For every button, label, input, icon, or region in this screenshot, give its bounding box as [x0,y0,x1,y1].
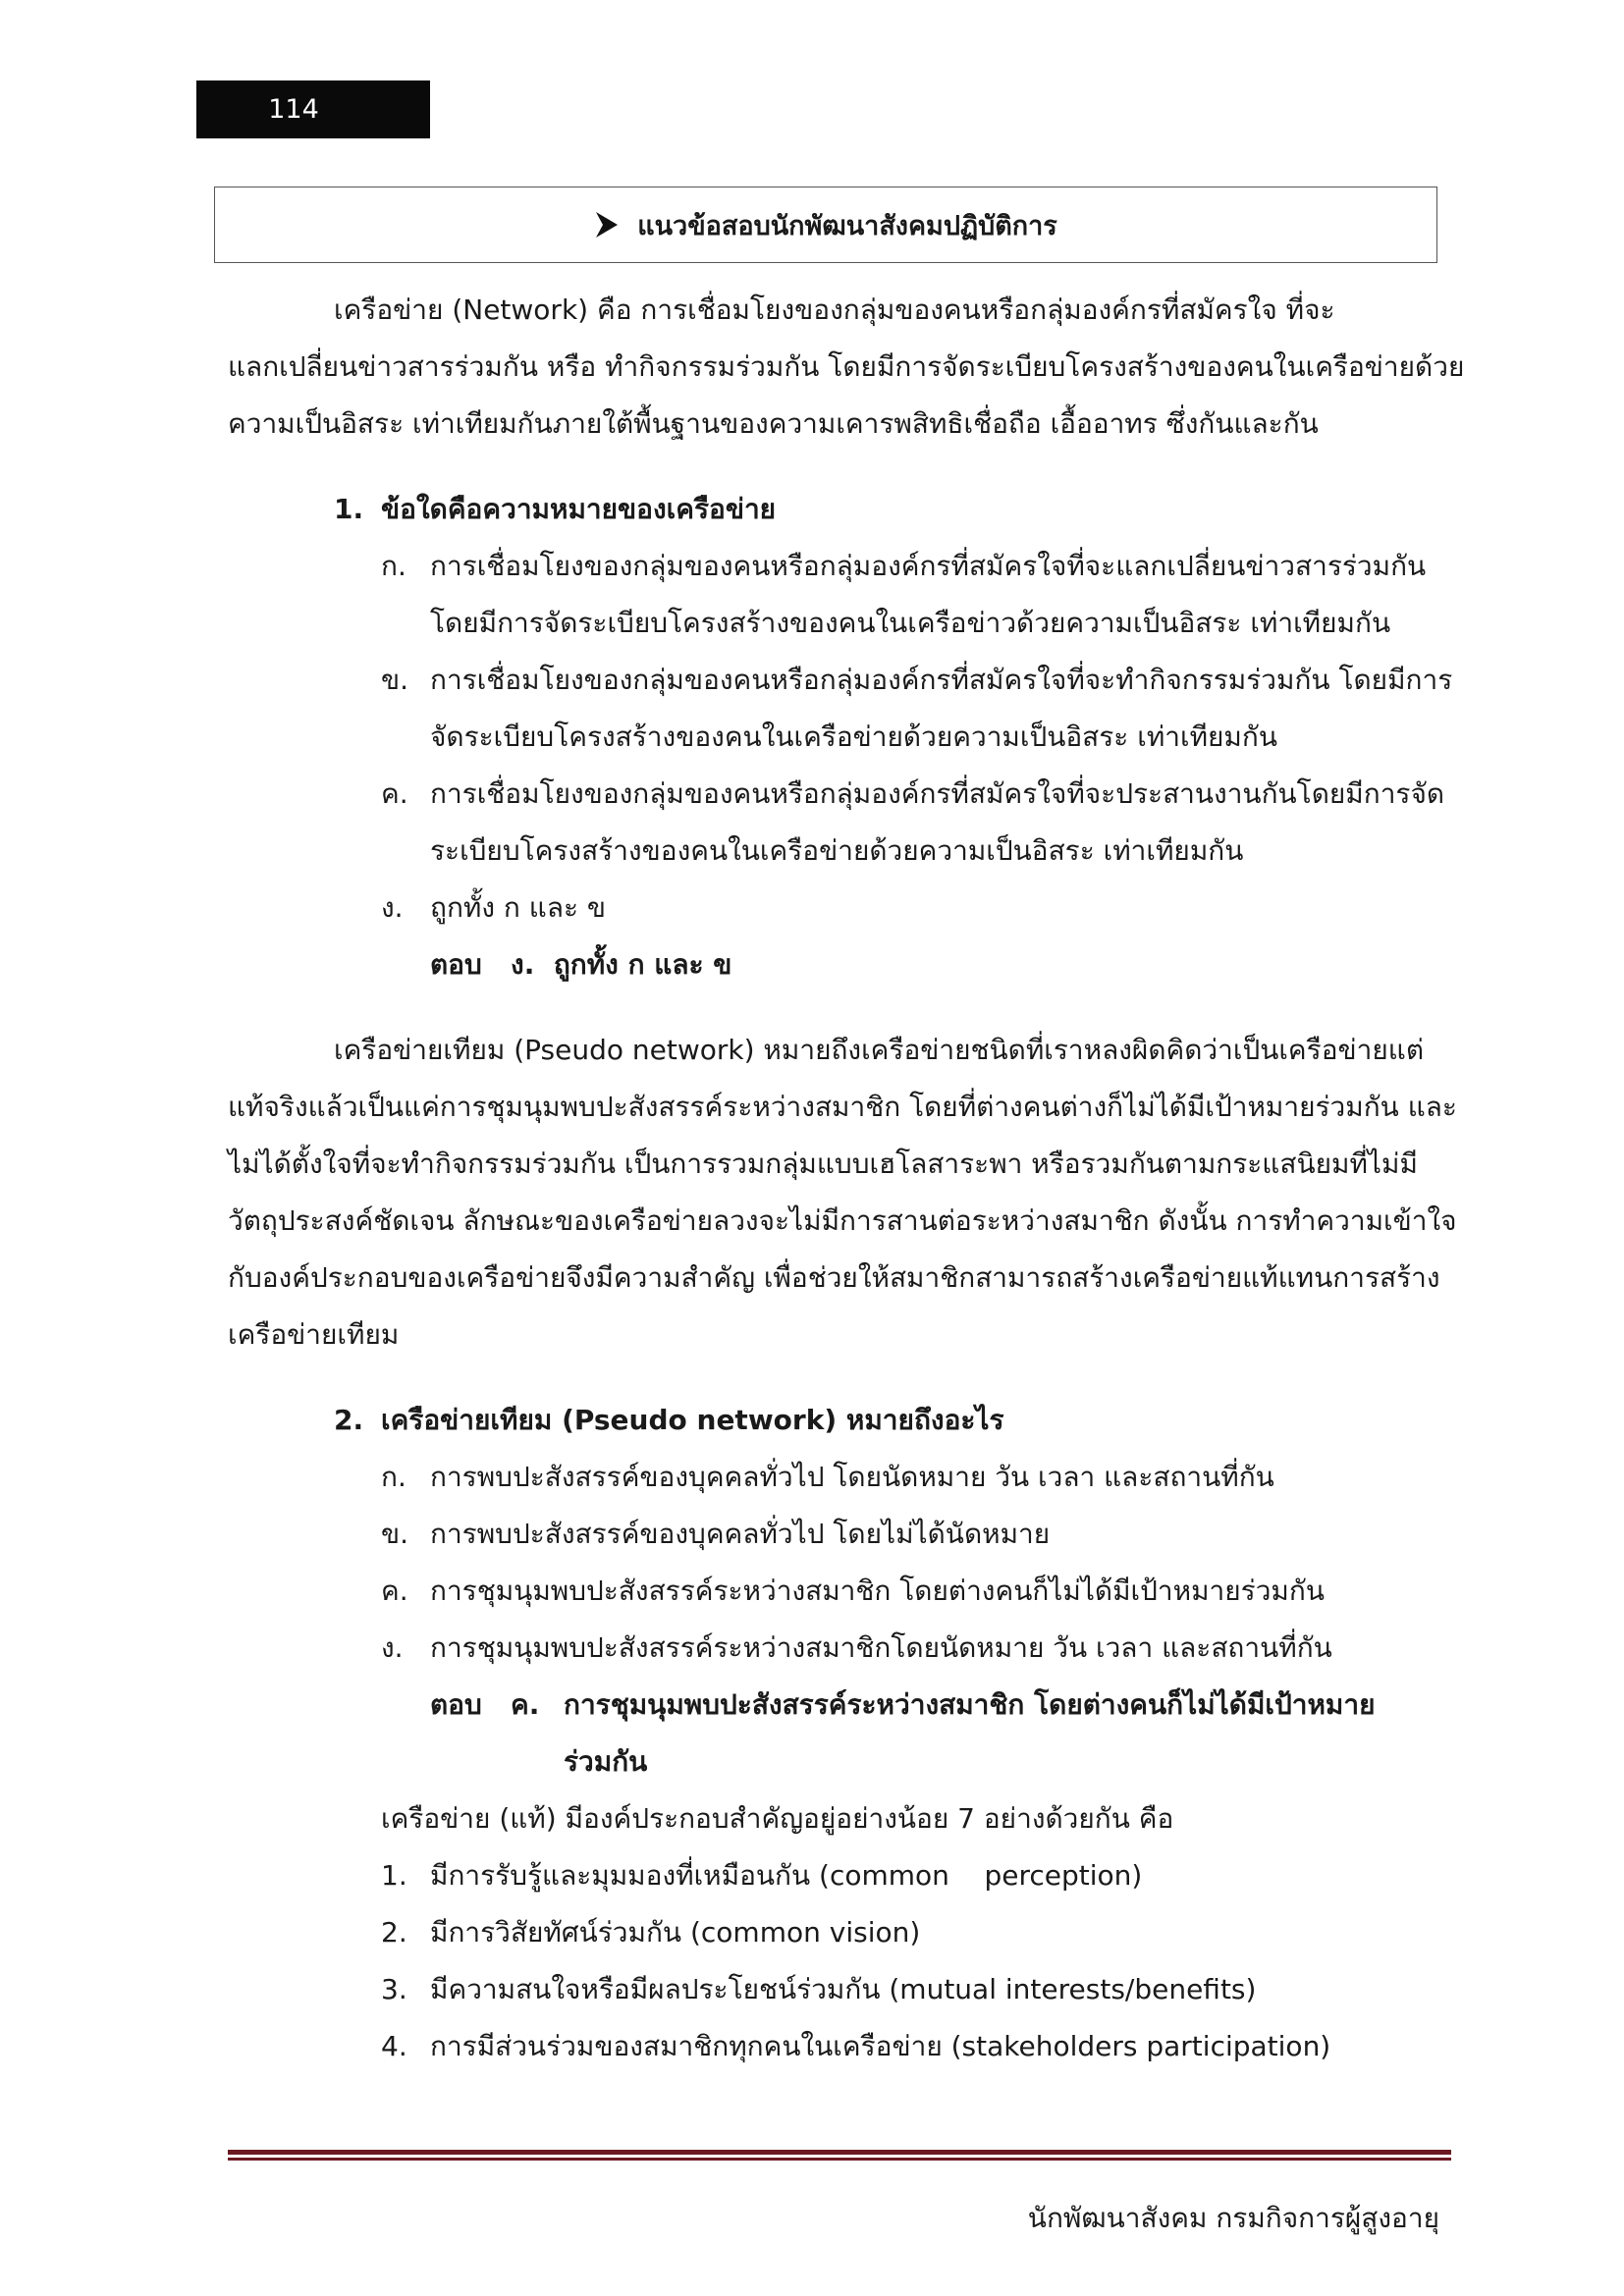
answer-text: การชุมนุมพบปะสังสรรค์ระหว่างสมาชิก โดยต่างคนก็ไม่ได้มีเป้าหมาย [564,1688,1376,1721]
option-marker: ง. [381,1631,404,1664]
list-item: มีการวิสัยทัศน์ร่วมกัน (common vision) [430,1916,921,1949]
list-number: 1. [381,1859,407,1892]
list-number: 3. [381,1973,407,2005]
list-number: 2. [381,1916,407,1949]
list-item: การมีส่วนร่วมของสมาชิกทุกคนในเครือข่าย (stakeholders participation) [430,2030,1331,2062]
list-item: มีความสนใจหรือมีผลประโยชน์ร่วมกัน (mutual interests/benefits) [430,1973,1257,2005]
option-text: การเชื่อมโยงของกลุ่มของคนหรือกลุ่มองค์กรที่สมัครใจที่จะแลกเปลี่ยนข่าวสารร่วมกัน [430,550,1427,582]
option-text: การชุมนุมพบปะสังสรรค์ระหว่างสมาชิกโดยนัดหมาย วัน เวลา และสถานที่กัน [430,1631,1332,1664]
components-intro: เครือข่าย (แท้) มีองค์ประกอบสำคัญอยู่อย่างน้อย 7 อย่างด้วยกัน คือ [381,1802,1174,1835]
option-marker: ค. [381,777,408,810]
footer-rule [228,2150,1451,2155]
section-title: แนวข้อสอบนักพัฒนาสังคมปฏิบัติการ [637,210,1057,241]
paragraph-line: เครือข่ายเทียม (Pseudo network) หมายถึงเครือข่ายชนิดที่เราหลงผิดคิดว่าเป็นเครือข่ายแต่ [334,1034,1425,1066]
option-marker: ข. [381,1518,409,1550]
option-text: การพบปะสังสรรค์ของบุคคลทั่วไป โดยไม่ได้นัดหมาย [430,1518,1051,1550]
question-number: 2. [334,1404,364,1436]
answer: ตอบ ง. ถูกทั้ง ก และ ข [430,948,732,981]
paragraph-line: ไม่ได้ตั้งใจที่จะทำกิจกรรมร่วมกัน เป็นการรวมกลุ่มแบบเฮโลสาระพา หรือรวมกันตามกระแสนิยมที่ไม่มี [228,1148,1418,1180]
option-marker: ก. [381,550,406,582]
answer-prefix: ตอบ ค. [430,1688,540,1721]
question-text: เครือข่ายเทียม (Pseudo network) หมายถึงอะไร [381,1404,1004,1436]
paragraph-line: วัตถุประสงค์ชัดเจน ลักษณะของเครือข่ายลวงจะไม่มีการสานต่อระหว่างสมาชิก ดังนั้น การทำความเข้าใจ [228,1204,1457,1237]
option-marker: ข. [381,664,409,696]
paragraph-line: เครือข่าย (Network) คือ การเชื่อมโยงของกลุ่มของคนหรือกลุ่มองค์กรที่สมัครใจ ที่จะ [334,294,1335,326]
option-text: โดยมีการจัดระเบียบโครงสร้างของคนในเครือข่าวด้วยความเป็นอิสระ เท่าเทียมกัน [430,607,1391,639]
option-text: จัดระเบียบโครงสร้างของคนในเครือข่ายด้วยความเป็นอิสระ เท่าเทียมกัน [430,721,1277,753]
question-number: 1. [334,493,364,525]
option-marker: ค. [381,1575,408,1607]
list-number: 4. [381,2030,407,2062]
option-marker: ง. [381,891,404,924]
paragraph-line: แท้จริงแล้วเป็นแค่การชุมนุมพบปะสังสรรค์ระหว่างสมาชิก โดยที่ต่างคนต่างก็ไม่ได้มีเป้าหมายร่วมกัน และ [228,1091,1457,1123]
footer-rule [228,2158,1451,2161]
option-text: การเชื่อมโยงของกลุ่มของคนหรือกลุ่มองค์กรที่สมัครใจที่จะทำกิจกรรมร่วมกัน โดยมีการ [430,664,1453,696]
option-text: การเชื่อมโยงของกลุ่มของคนหรือกลุ่มองค์กรที่สมัครใจที่จะประสานงานกันโดยมีการจัด [430,777,1445,810]
answer-text: ร่วมกัน [564,1745,648,1778]
paragraph-line: แลกเปลี่ยนข่าวสารร่วมกัน หรือ ทำกิจกรรมร่วมกัน โดยมีการจัดระเบียบโครงสร้างของคนในเครือข่ายด้วย [228,350,1465,383]
paragraph-line: ความเป็นอิสระ เท่าเทียมกันภายใต้พื้นฐานของความเคารพสิทธิเชื่อถือ เอื้ออาทร ซึ่งกันและกัน [228,407,1319,440]
list-item: มีการรับรู้และมุมมองที่เหมือนกัน (common perception) [430,1859,1143,1892]
option-text: ถูกทั้ง ก และ ข [430,891,607,924]
paragraph-line: เครือข่ายเทียม [228,1318,400,1351]
section-header [214,187,1437,263]
arrowhead-bullet-icon [594,210,620,240]
paragraph-line: กับองค์ประกอบของเครือข่ายจึงมีความสำคัญ เพื่อช่วยให้สมาชิกสามารถสร้างเครือข่ายแท้แทนการสร้าง [228,1261,1440,1294]
option-text: การพบปะสังสรรค์ของบุคคลทั่วไป โดยนัดหมาย วัน เวลา และสถานที่กัน [430,1461,1274,1493]
option-marker: ก. [381,1461,406,1493]
option-text: ระเบียบโครงสร้างของคนในเครือข่ายด้วยความเป็นอิสระ เท่าเทียมกัน [430,834,1244,867]
question-text: ข้อใดคือความหมายของเครือข่าย [381,493,777,525]
page-number: 114 [196,80,430,138]
footer-text: นักพัฒนาสังคม กรมกิจการผู้สูงอายุ [1027,2202,1439,2234]
option-text: การชุมนุมพบปะสังสรรค์ระหว่างสมาชิก โดยต่างคนก็ไม่ได้มีเป้าหมายร่วมกัน [430,1575,1325,1607]
